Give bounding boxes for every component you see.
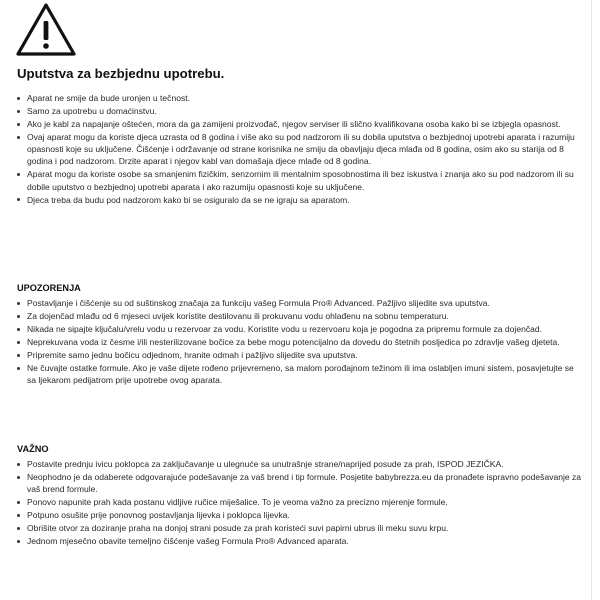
page-title: Uputstva za bezbjednu upotrebu. (17, 66, 225, 81)
list-item: Samo za upotrebu u domaćinstvu. (17, 105, 582, 117)
list-item: Ponovo napunite prah kada postanu vidljive ručice miješalice. To je veoma važno za precizno mjerenje formule. (17, 496, 582, 508)
warnings-section (17, 282, 582, 387)
list-item: Obrišite otvor za doziranje praha na donjoj strani posude za prah koristeći suvi papirni ubrus ili meku suvu krpu. (17, 522, 582, 534)
list-item: Jednom mjesečno obavite temeljno čišćenje vašeg Formula Pro® Advanced aparata. (17, 535, 582, 547)
safety-list (17, 92, 582, 206)
list-item: Za dojenčad mlađu od 6 mjeseci uvijek koristite destilovanu ili prokuvanu vodu ohlađenu na sobnu temperaturu. (17, 310, 582, 322)
list-item: Postavljanje i čišćenje su od suštinskog značaja za funkciju vašeg Formula Pro® Advanced. Pažljivo slijedite sva uputstva. (17, 297, 582, 309)
important-list (17, 458, 582, 547)
list-item: Djeca treba da budu pod nadzorom kako bi se osiguralo da se ne igraju sa aparatom. (17, 194, 582, 206)
safety-section (17, 92, 582, 207)
list-item: Ne čuvajte ostatke formule. Ako je vaše dijete rođeno prijevremeno, sa malom porođajnom težinom ili ima oslabljen imuni sistem, posavjetujte se sa ljekarom pedijatrom prije upotrebe ovog aparata. (17, 362, 582, 386)
list-item: Ako je kabl za napajanje oštećen, mora da ga zamijeni proizvođač, njegov serviser ili slično kvalifikovana osoba kako bi se izbjegla opasnost. (17, 118, 582, 130)
page-edge-divider (591, 0, 592, 600)
list-item: Aparat mogu da koriste osobe sa smanjenim fizičkim, senzornim ili mentalnim sposobnostima ili bez iskustva i znanja ako su pod nadzorom ili su dobile uputstvo o bezbjednoj upotrebi aparata i ako razumiju opasnosti koje su uključene. (17, 168, 582, 192)
list-item: Pripremite samo jednu bočicu odjednom, hranite odmah i pažljivo slijedite sva uputstva. (17, 349, 582, 361)
list-item: Neophodno je da odaberete odgovarajuće podešavanje za vaš brend i tip formule. Posjetite babybrezza.eu da pronađete ispravno podešavanje za vaš brend formule. (17, 471, 582, 495)
list-item: Nikada ne sipajte ključalu/vrelu vodu u rezervoar za vodu. Koristite vodu u rezervoaru koja je pogodna za pripremu formule za dojenčad. (17, 323, 582, 335)
list-item: Aparat ne smije da bude uronjen u tečnost. (17, 92, 582, 104)
warning-triangle-icon (15, 2, 77, 58)
warnings-list (17, 297, 582, 386)
list-item: Postavite prednju ivicu poklopca za zaključavanje u ulegnuće sa unutrašnje strane/naprijed posude za prah, ISPOD JEZIČKA. (17, 458, 582, 470)
list-item: Neprekuvana voda iz česme i/ili nesterilizovane bočice za bebe mogu potencijalno da dovedu do štetnih posljedica po zdravlje vašeg djeteta. (17, 336, 582, 348)
important-section (17, 443, 582, 548)
list-item: Potpuno osušite prije ponovnog postavljanja lijevka i poklopca lijevka. (17, 509, 582, 521)
warnings-heading: UPOZORENJA (17, 283, 81, 293)
list-item: Ovaj aparat mogu da koriste djeca uzrasta od 8 godina i više ako su pod nadzorom ili su dobila uputstva o bezbjednoj upotrebi aparata i razumiju opasnosti koje su uključene. Čišćenje i održavanje od strane korisnika ne smiju da obavljaju djeca mlađa od 8 godina, osim ako su starija od 8 godina i pod nadzorom. Drzite aparat i njegov kabl van domašaja djece mlađe od 8 godina. (17, 131, 582, 168)
important-heading: VAŽNO (17, 444, 49, 454)
